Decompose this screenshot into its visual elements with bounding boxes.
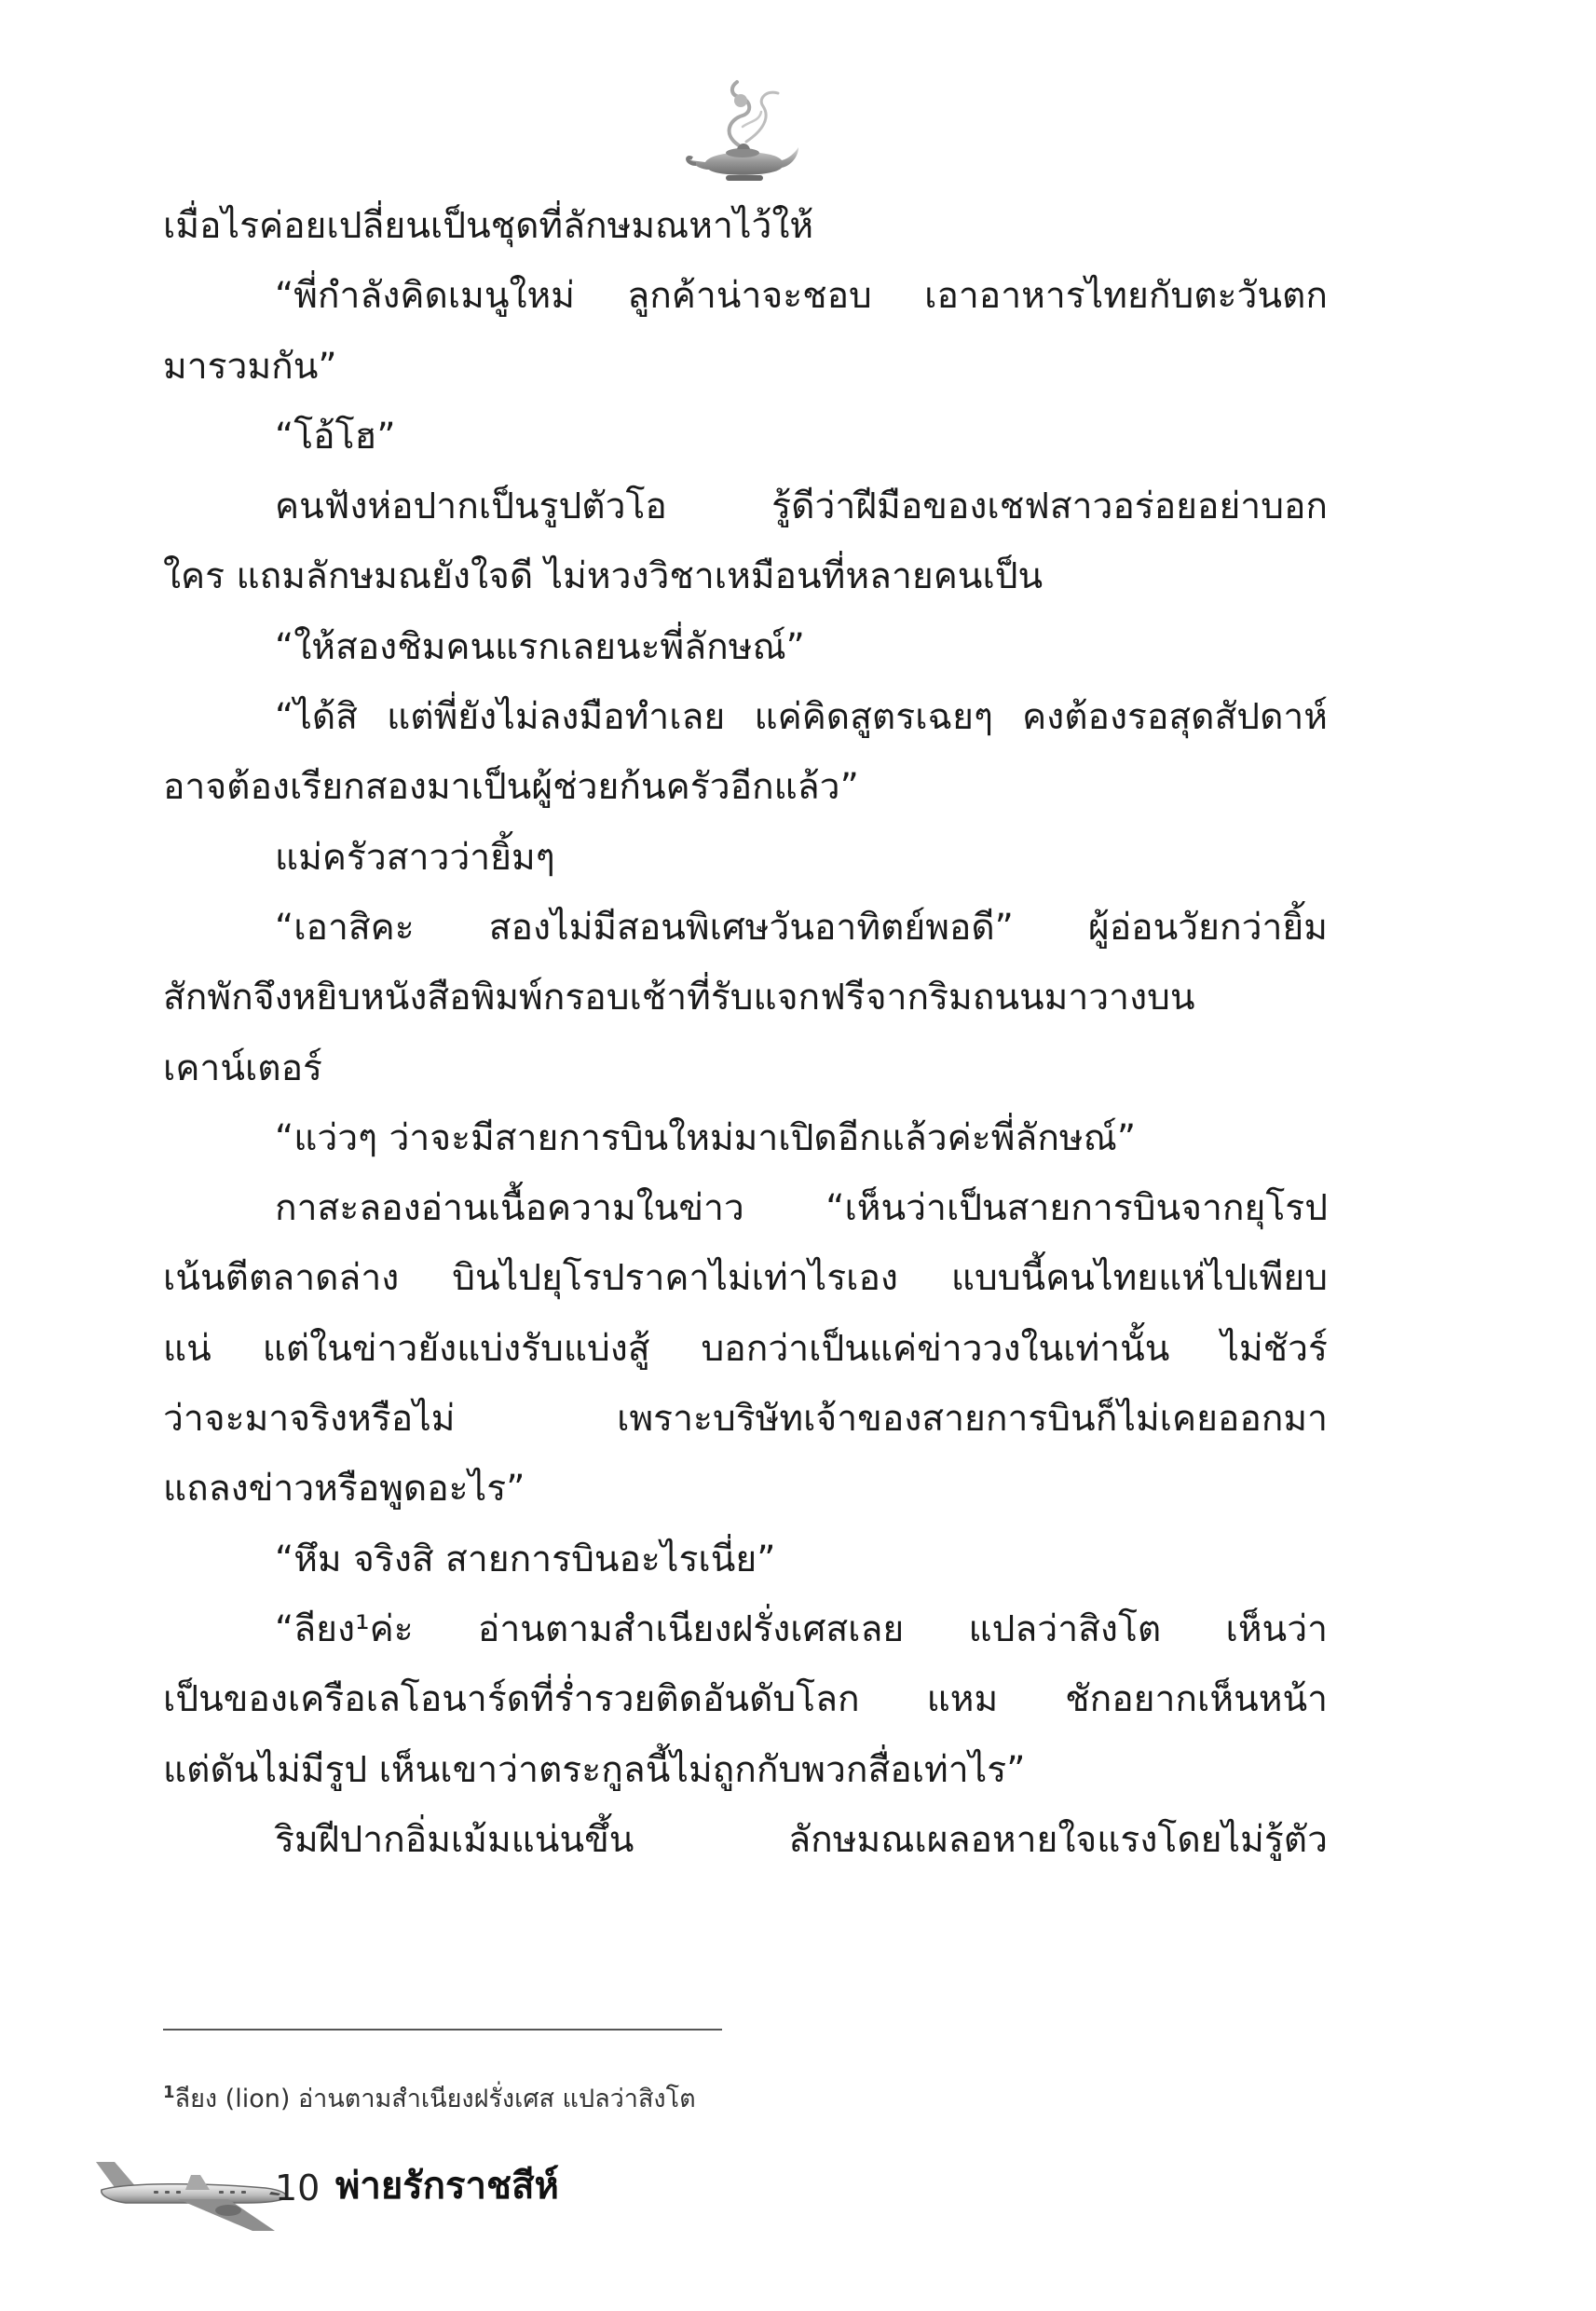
- text-line: “ได้สิ แต่พี่ยังไม่ลงมือทำเลย แค่คิดสูตรเฉยๆ คงต้องรอสุดสัปดาห์: [275, 696, 1328, 739]
- footnote-marker: 1: [163, 2083, 175, 2102]
- text-line: “พี่กำลังคิดเมนูใหม่ ลูกค้าน่าจะชอบ เอาอาหารไทยกับตะวันตก: [275, 275, 1328, 318]
- page-number: 10: [275, 2167, 321, 2208]
- text-line: แต่ดันไม่มีรูป เห็นเขาว่าตระกูลนี้ไม่ถูกกับพวกสื่อเท่าไร”: [163, 1748, 1026, 1791]
- text-line: เมื่อไรค่อยเปลี่ยนเป็นชุดที่ลักษมณหาไว้ให้: [163, 205, 814, 247]
- text-line: เคาน์เตอร์: [163, 1046, 323, 1089]
- text-line: ว่าจะมาจริงหรือไม่ เพราะบริษัทเจ้าของสายการบินก็ไม่เคยออกมา: [163, 1398, 1328, 1441]
- text-line: “ให้สองชิมคนแรกเลยนะพี่ลักษณ์”: [275, 625, 805, 668]
- page-footer: [89, 2134, 741, 2236]
- footnote: [163, 2076, 696, 2116]
- text-line: “เอาสิคะ สองไม่มีสอนพิเศษวันอาทิตย์พอดี” ผู้อ่อนวัยกว่ายิ้ม: [275, 906, 1328, 949]
- footnote-divider: [163, 2029, 722, 2031]
- text-line: ริมฝีปากอิ่มเม้มแน่นขึ้น ลักษมณเผลอหายใจแรงโดยไม่รู้ตัว: [275, 1818, 1328, 1861]
- text-line: “แว่วๆ ว่าจะมีสายการบินใหม่มาเปิดอีกแล้วค่ะพี่ลักษณ์”: [275, 1116, 1137, 1159]
- text-line: กาสะลองอ่านเนื้อความในข่าว “เห็นว่าเป็นสายการบินจากยุโรป: [275, 1187, 1328, 1230]
- text-line: เป็นของเครือเลโอนาร์ดที่ร่ำรวยติดอันดับโลก แหม ชักอยากเห็นหน้า: [163, 1678, 1328, 1721]
- airplane-icon: [89, 2134, 303, 2236]
- text-line: ใคร แถมลักษมณยังใจดี ไม่หวงวิชาเหมือนที่หลายคนเป็น: [163, 555, 1044, 598]
- text-line: อาจต้องเรียกสองมาเป็นผู้ช่วยก้นครัวอีกแล้ว”: [163, 766, 859, 809]
- book-title: พ่ายรักราชสีห์: [335, 2165, 559, 2208]
- body-text: [163, 191, 1328, 1875]
- text-line: คนฟังห่อปากเป็นรูปตัวโอ รู้ดีว่าฝีมือของเชฟสาวอร่อยอย่าบอก: [275, 485, 1328, 528]
- text-line: สักพักจึงหยิบหนังสือพิมพ์กรอบเช้าที่รับแจกฟรีจากริมถนนมาวางบน: [163, 977, 1195, 1019]
- footnote-text: ลียง (lion) อ่านตามสำเนียงฝรั่งเศส แปลว่าสิงโต: [174, 2085, 696, 2113]
- genie-lamp-icon: [685, 73, 806, 194]
- text-line: แน่ แต่ในข่าวยังแบ่งรับแบ่งสู้ บอกว่าเป็นแค่ข่าววงในเท่านั้น ไม่ชัวร์: [163, 1327, 1328, 1370]
- text-line: แม่ครัวสาวว่ายิ้มๆ: [275, 836, 555, 879]
- text-line: “โอ้โฮ”: [275, 415, 396, 458]
- text-line: “หึม จริงสิ สายการบินอะไรเนี่ย”: [275, 1538, 776, 1580]
- text-line: เน้นตีตลาดล่าง บินไปยุโรปราคาไม่เท่าไรเอง แบบนี้คนไทยแห่ไปเพียบ: [163, 1257, 1328, 1300]
- text-line: มารวมกัน”: [163, 345, 337, 388]
- text-line: “ลียง¹ค่ะ อ่านตามสำเนียงฝรั่งเศสเลย แปลว่าสิงโต เห็นว่า: [275, 1607, 1328, 1650]
- text-line: แถลงข่าวหรือพูดอะไร”: [163, 1468, 525, 1511]
